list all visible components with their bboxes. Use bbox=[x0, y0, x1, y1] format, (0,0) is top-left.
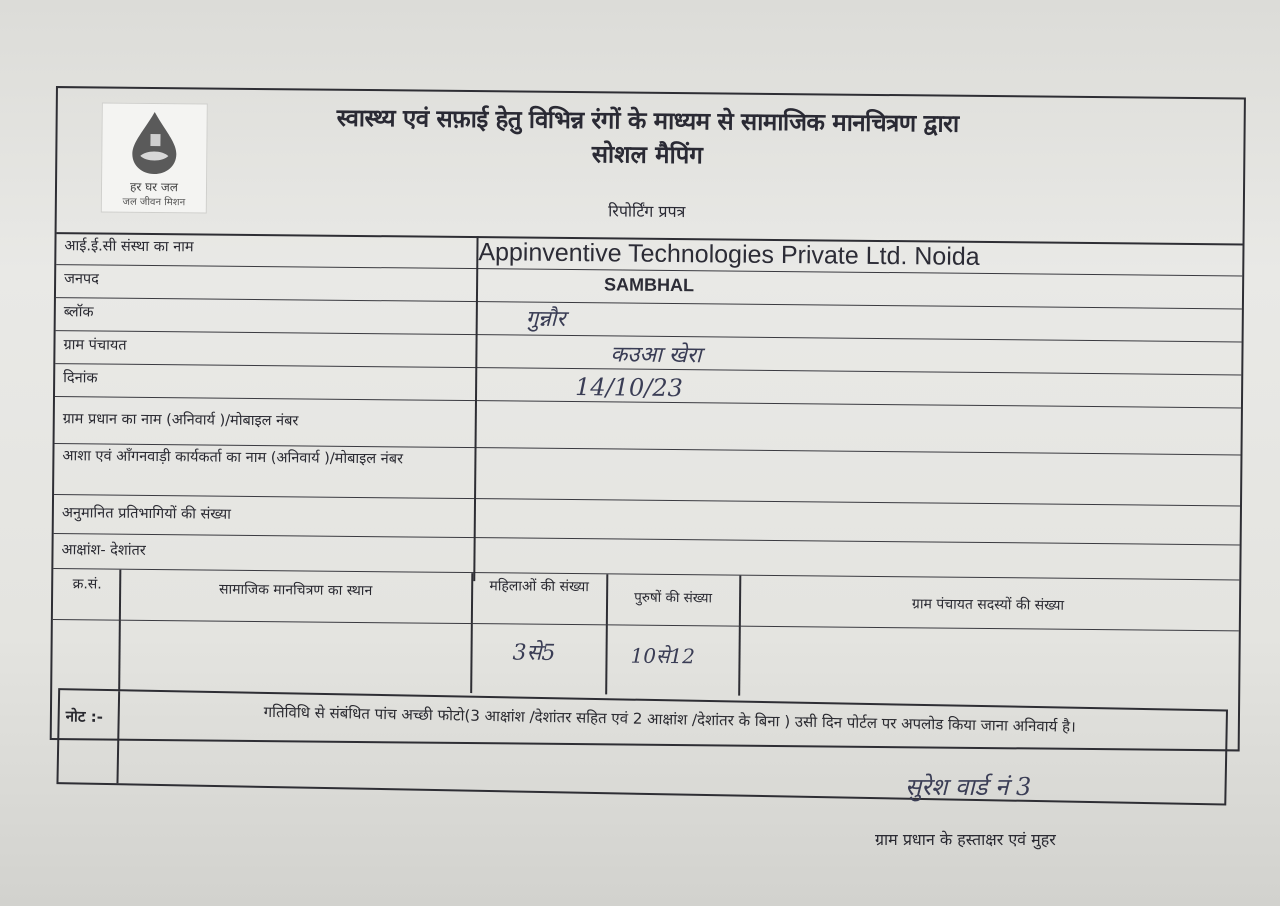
signature-caption: ग्राम प्रधान के हस्ताक्षर एवं मुहर bbox=[875, 830, 1056, 849]
men-count-handwritten: 10से12 bbox=[630, 643, 696, 669]
form-subtitle: रिपोर्टिंग प्रपत्र bbox=[608, 201, 686, 222]
field-label: ग्राम प्रधान का नाम (अनिवार्य )/मोबाइल नंबर bbox=[62, 411, 299, 430]
field-label: अनुमानित प्रतिभागियों की संख्या bbox=[61, 505, 232, 523]
field-label: ब्लॉक bbox=[63, 304, 94, 321]
note-text: गतिविधि से संबंधित पांच अच्छी फोटो(3 आक्षांश /देशांतर सहित एवं 2 आक्षांश /देशांतर के बिना ) उसी दिन पोर्टल पर अपलोड किया जाना अनिवार्य है। bbox=[263, 702, 1076, 736]
form-header bbox=[57, 88, 1244, 245]
block-value-handwritten: गुन्नौर bbox=[525, 306, 566, 332]
field-label: ग्राम पंचायत bbox=[63, 337, 127, 354]
col-header-men: पुरुषों की संख्या bbox=[634, 589, 713, 607]
note-label: नोट :- bbox=[65, 707, 104, 726]
field-label: आक्षांश- देशांतर bbox=[61, 542, 146, 559]
col-header-serial: क्र.सं. bbox=[72, 576, 102, 593]
water-drop-icon bbox=[120, 108, 189, 179]
note-box bbox=[56, 688, 1228, 805]
pradhan-signature-handwritten: सुरेश वार्ड नं 3 bbox=[905, 773, 1032, 801]
field-label: आशा एवं आँगनवाड़ी कार्यकर्ता का नाम (अनिवार्य )/मोबाइल नंबर bbox=[62, 448, 404, 468]
col-header-place: सामाजिक मानचित्रण का स्थान bbox=[218, 581, 373, 600]
gram-panchayat-value-handwritten: कउआ खेरा bbox=[610, 342, 702, 369]
date-value-handwritten: 14/10/23 bbox=[574, 373, 684, 403]
reporting-form bbox=[50, 86, 1246, 751]
form-title: स्वास्थ्य एवं सफ़ाई हेतु विभिन्न रंगों के माध्यम से सामाजिक मानचित्रण द्वारा bbox=[336, 103, 959, 138]
district-value: SAMBHAL bbox=[604, 274, 695, 296]
col-header-women: महिलाओं की संख्या bbox=[489, 578, 590, 596]
logo-subcaption-hindi: जल जीवन मिशन bbox=[122, 196, 186, 209]
field-label: आई.ई.सी संस्था का नाम bbox=[64, 238, 194, 256]
field-label: दिनांक bbox=[63, 370, 98, 387]
women-count-handwritten: 3से5 bbox=[512, 640, 556, 666]
organization-name-value: Appinventive Technologies Private Ltd. Noida bbox=[478, 238, 980, 271]
note-divider bbox=[116, 691, 120, 783]
table-row bbox=[52, 620, 1239, 699]
form-title-second-line: सोशल मैपिंग bbox=[591, 140, 704, 170]
reporting-form-sheet bbox=[43, 84, 1246, 795]
col-header-panchayat-members: ग्राम पंचायत सदस्यों की संख्या bbox=[911, 596, 1065, 614]
har-ghar-jal-logo bbox=[101, 102, 208, 213]
logo-caption-hindi: हर घर जल bbox=[129, 179, 179, 195]
field-label: जनपद bbox=[64, 271, 99, 288]
